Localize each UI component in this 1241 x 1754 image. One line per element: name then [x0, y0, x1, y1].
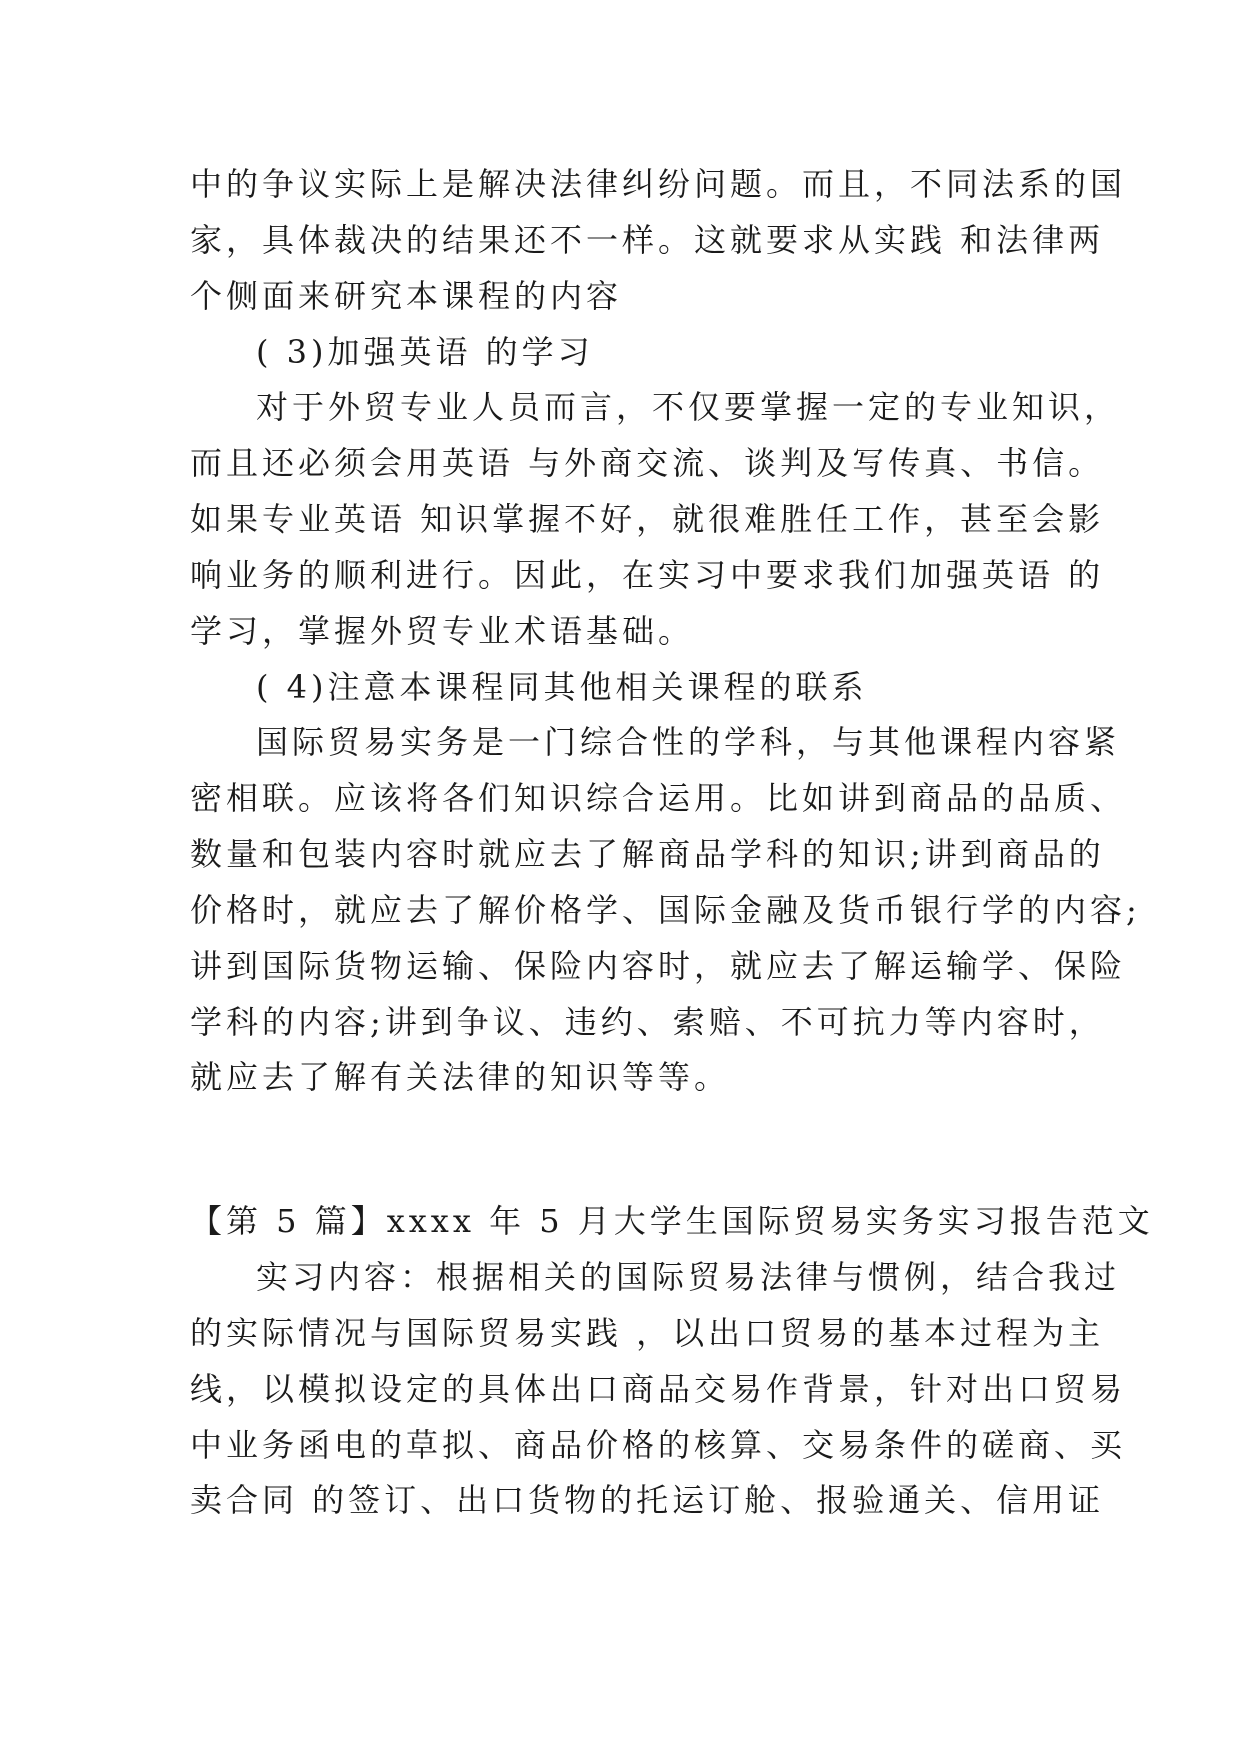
- paragraph-line: 家，具体裁决的结果还不一样。这就要求从实践 和法律两: [190, 221, 1105, 259]
- paragraph-line: 个侧面来研究本课程的内容: [190, 277, 623, 315]
- paragraph-line: 数量和包装内容时就应去了解商品学科的知识;讲到商品的: [190, 835, 1105, 873]
- paragraph-line: 国际贸易实务是一门综合性的学科，与其他课程内容紧: [256, 723, 1121, 761]
- paragraph-line: 密相联。应该将各们知识综合运用。比如讲到商品的品质、: [190, 779, 1127, 817]
- section-heading: ( 3)加强英语 的学习: [256, 333, 594, 371]
- paragraph-line: 响业务的顺利进行。因此，在实习中要求我们加强英语 的: [190, 556, 1105, 594]
- article-title: 【第 5 篇】xxxx 年 5 月大学生国际贸易实务实习报告范文: [190, 1202, 1154, 1240]
- paragraph-line: 中的争议实际上是解决法律纠纷问题。而且，不同法系的国: [190, 165, 1127, 203]
- paragraph-line: 如果专业英语 知识掌握不好，就很难胜任工作，甚至会影: [190, 500, 1105, 538]
- paragraph-line: 实习内容：根据相关的国际贸易法律与惯例，结合我过: [256, 1258, 1121, 1296]
- paragraph-line: 价格时，就应去了解价格学、国际金融及货币银行学的内容;: [190, 891, 1141, 929]
- paragraph-line: 中业务函电的草拟、商品价格的核算、交易条件的磋商、买: [190, 1426, 1127, 1464]
- paragraph-line: 而且还必须会用英语 与外商交流、谈判及写传真、书信。: [190, 444, 1105, 482]
- paragraph-line: 学科的内容;讲到争议、违约、索赔、不可抗力等内容时，: [190, 1003, 1105, 1041]
- section-heading: ( 4)注意本课程同其他相关课程的联系: [256, 668, 868, 706]
- paragraph-line: 讲到国际货物运输、保险内容时，就应去了解运输学、保险: [190, 947, 1127, 985]
- paragraph-line: 的实际情况与国际贸易实践 ，以出口贸易的基本过程为主: [190, 1314, 1105, 1352]
- paragraph-line: 就应去了解有关法律的知识等等。: [190, 1058, 731, 1096]
- paragraph-line: 对于外贸专业人员而言，不仅要掌握一定的专业知识，: [256, 388, 1121, 426]
- paragraph-line: 卖合同 的签订、出口货物的托运订舱、报验通关、信用证: [190, 1481, 1105, 1519]
- paragraph-line: 学习，掌握外贸专业术语基础。: [190, 612, 695, 650]
- paragraph-line: 线，以模拟设定的具体出口商品交易作背景，针对出口贸易: [190, 1370, 1127, 1408]
